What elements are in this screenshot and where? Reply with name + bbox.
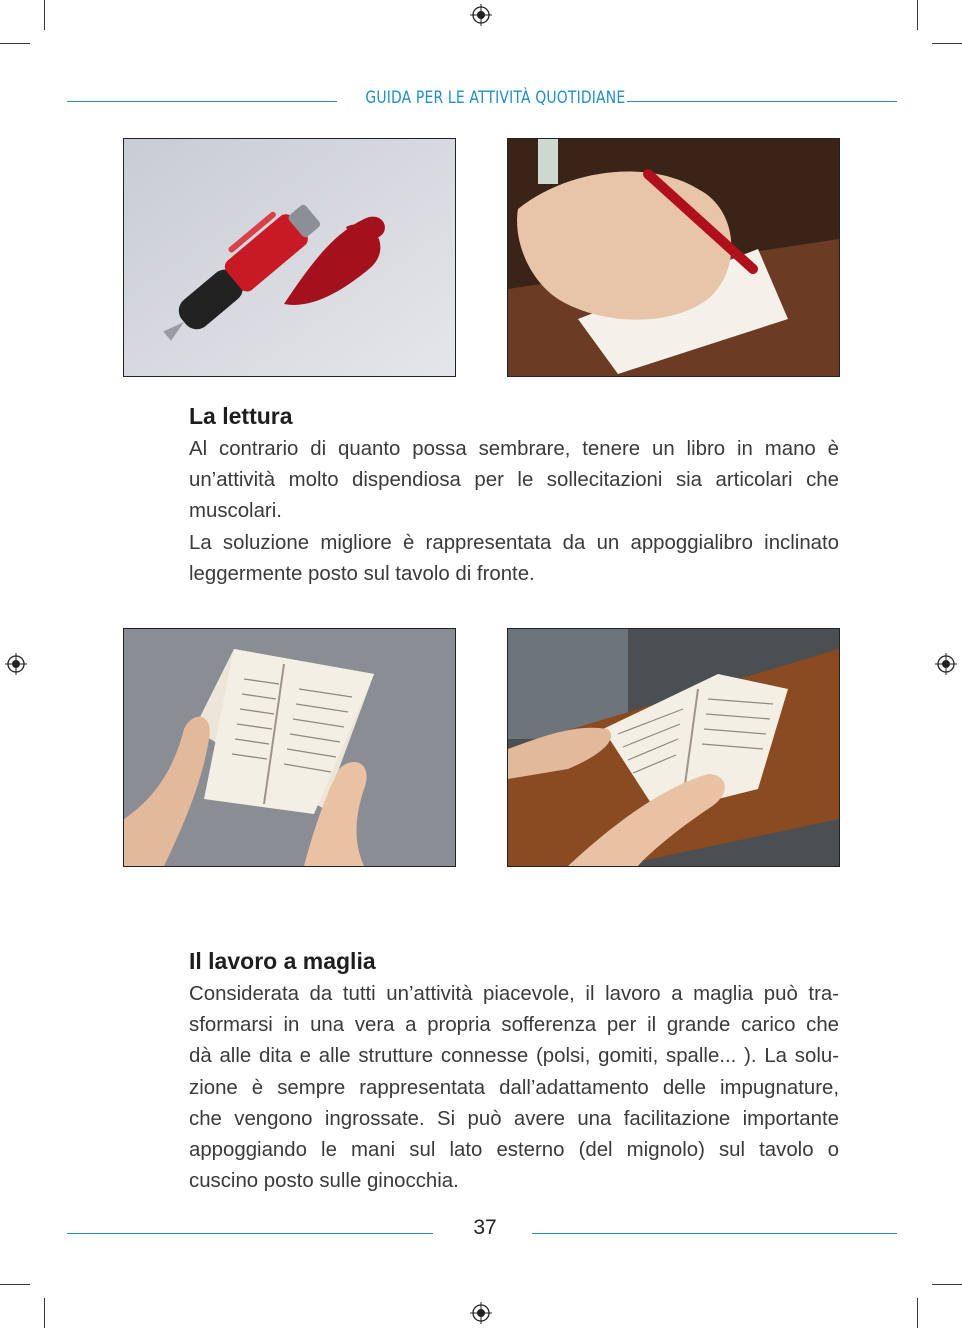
section-body-reading xyxy=(189,434,839,590)
footer-rule-left xyxy=(67,1233,433,1234)
crop-mark xyxy=(932,43,962,44)
registration-mark-icon xyxy=(470,4,492,26)
body-line: zione è sempre rappresentata dall’adattamento delle impugnature, xyxy=(189,1076,839,1099)
pen-with-grip-photo xyxy=(123,138,456,377)
body-line: cuscino posto sulle ginocchia. xyxy=(189,1170,459,1193)
registration-mark-icon xyxy=(5,653,27,675)
section-title-knitting: Il lavoro a maglia xyxy=(189,948,376,974)
body-line: muscolari. xyxy=(189,500,282,523)
page-number: 37 xyxy=(473,1216,497,1239)
body-line: appoggiando le mani sul lato esterno (del mignolo) sul tavolo o xyxy=(189,1139,839,1162)
section-body-knitting xyxy=(189,979,839,1197)
hand-writing-photo xyxy=(507,138,840,377)
crop-mark xyxy=(0,1284,30,1285)
body-line: sformarsi in una vera a propria sofferenza per il grande carico che xyxy=(189,1014,839,1037)
book-on-slanted-stand-photo xyxy=(507,628,840,867)
footer-rule-right xyxy=(532,1233,897,1234)
body-line: Considerata da tutti un’attività piacevole, il lavoro a maglia può tra- xyxy=(189,983,839,1005)
crop-mark xyxy=(44,0,45,30)
crop-mark xyxy=(932,1284,962,1285)
body-line: dà alle dita e alle strutture connesse (polsi, gomiti, spalle... ). La solu- xyxy=(189,1045,839,1068)
header-rule-right xyxy=(627,101,897,102)
body-line: che vengono ingrossate. Si può avere una facilitazione importante xyxy=(189,1107,839,1130)
hands-holding-book-photo xyxy=(123,628,456,867)
crop-mark xyxy=(917,0,918,30)
registration-mark-icon xyxy=(935,653,957,675)
registration-mark-icon xyxy=(470,1302,492,1324)
crop-mark xyxy=(0,43,30,44)
body-line: La soluzione migliore è rappresentata da un appoggialibro inclinato xyxy=(189,531,839,554)
crop-mark xyxy=(917,1298,918,1328)
body-line: leggermente posto sul tavolo di fronte. xyxy=(189,562,535,585)
crop-mark xyxy=(44,1298,45,1328)
section-title-reading: La lettura xyxy=(189,403,293,429)
body-line: un’attività molto dispendiosa per le sollecitazioni sia articolari che xyxy=(189,469,839,492)
header-rule-left xyxy=(67,101,337,102)
running-header: GUIDA PER LE ATTIVITÀ QUOTIDIANE xyxy=(365,88,626,108)
body-line: Al contrario di quanto possa sembrare, tenere un libro in mano è xyxy=(189,438,839,460)
